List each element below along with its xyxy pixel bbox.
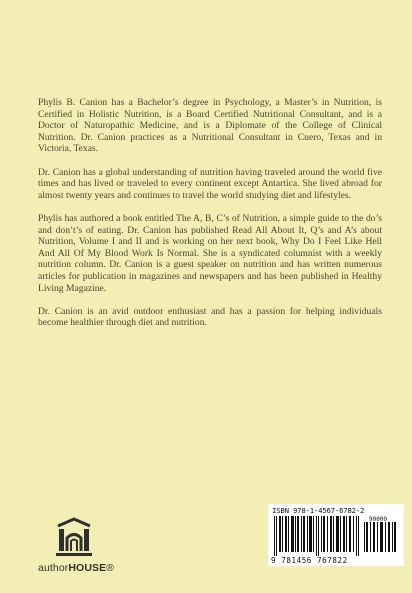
bio-paragraph-4: Dr. Canion is an avid outdoor enthusiast and has a passion for helping individuals become healthier through diet and nutrition. xyxy=(38,305,382,329)
authorhouse-arch-icon xyxy=(54,516,94,558)
isbn-text: ISBN 978-1-4567-6782-2 xyxy=(272,506,365,515)
publisher-logo xyxy=(38,516,118,574)
publisher-name-bold: HOUSE xyxy=(68,562,107,574)
publisher-wordmark xyxy=(38,562,118,574)
price-code-text: 90000 xyxy=(368,516,388,523)
publisher-name-light: author xyxy=(38,562,69,574)
barcode-bars xyxy=(274,516,398,556)
bio-paragraph-3: Phylis has authored a book entitled The A, B, C’s of Nutrition, a simple guide to the do’s and don’t’s of eating. Dr. Canion has published Read All About It, Q’s and A’s about Nutrition, Volume I and II and is working on her next book, Why Do I Feel Like Hell And All Of My Blood Work Is Normal. She is a syndicated columnist with a weekly nutrition column. Dr. Canion is a guest speaker on nutrition and has written numerous articles for publication in magazines and newspapers and has been published in Healthy Living Magazine. xyxy=(38,212,382,294)
ean-digits: 9 781456 767822 xyxy=(271,556,348,565)
author-bio xyxy=(38,97,382,340)
registered-mark: ® xyxy=(106,562,115,574)
bio-paragraph-1: Phylis B. Canion has a Bachelor’s degree in Psychology, a Master’s in Nutrition, is Certified in Holistic Nutrition, is a Board Certified Nutritional Consultant, and is a Doctor of Naturopathic Medicine, and is a Diplomate of the College of Clinical Nutrition. Dr. Canion practices as a Nutritional Consultant in Cuero, Texas and in Victoria, Texas. xyxy=(38,97,382,155)
isbn-barcode xyxy=(268,504,404,566)
bio-paragraph-2: Dr. Canion has a global understanding of nutrition having traveled around the world five times and has lived or traveled to every continent except Antartica. She lived abroad for almost twenty years and continues to travel the world studying diet and lifestyles. xyxy=(38,166,382,201)
